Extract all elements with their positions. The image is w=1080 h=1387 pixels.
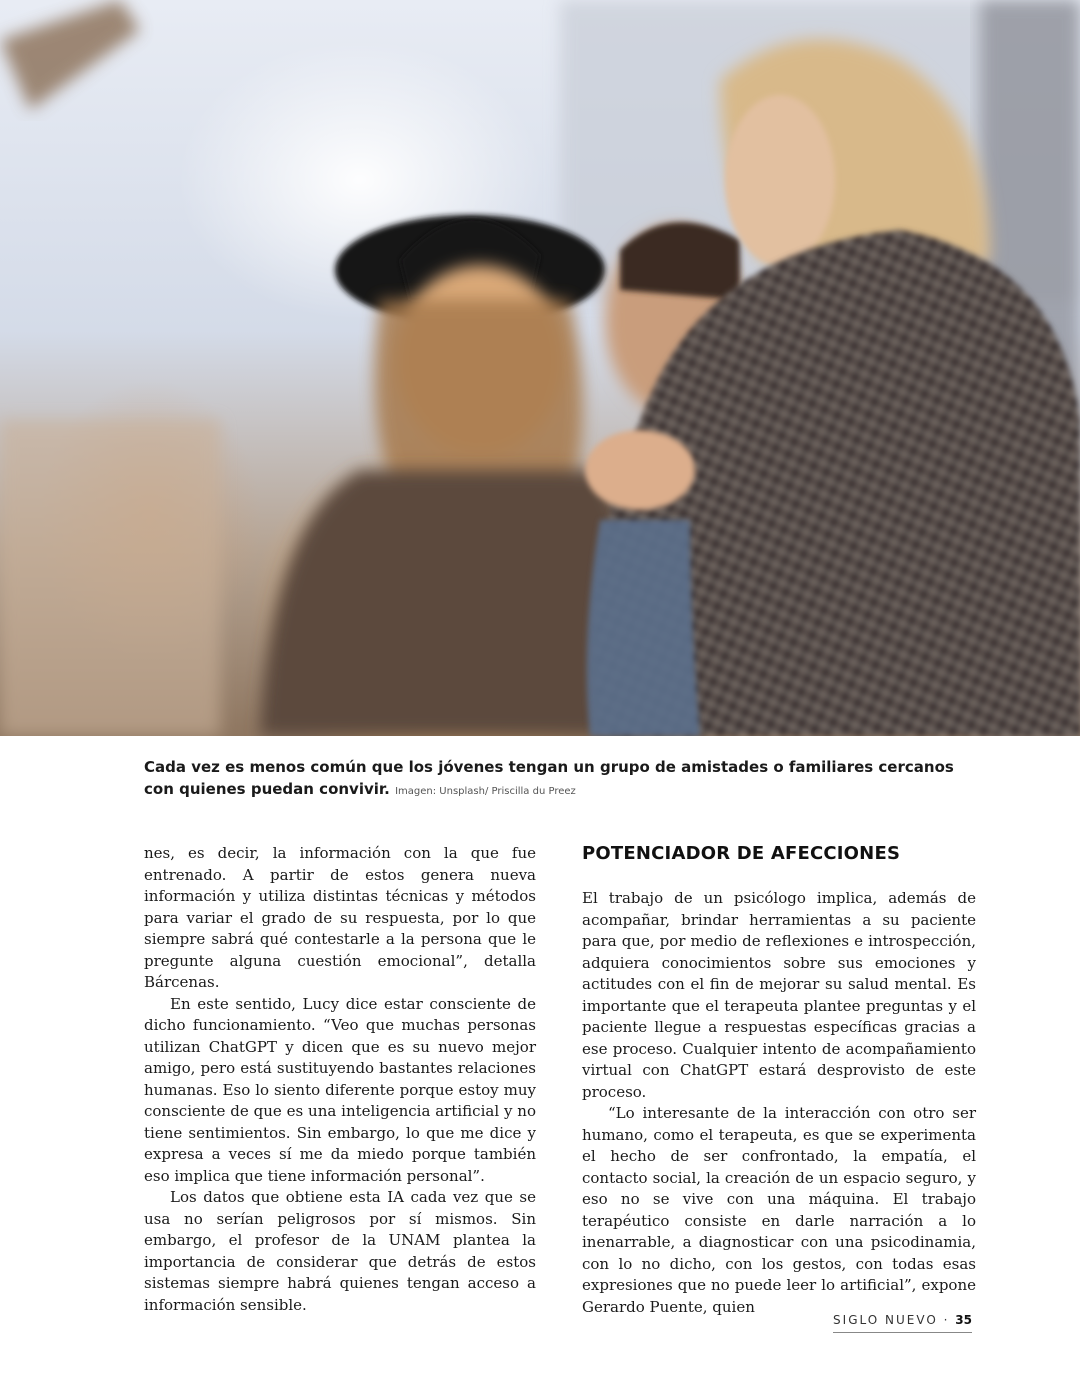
- paragraph: nes, es decir, la información con la que fue entrenado. A partir de estos genera nueva información y utiliza distintas técnicas y métodos para variar el grado de su respuesta, por lo que siempre sabrá qué contestarle a la persona que le pregunte alguna cuestión emocional”, detalla Bárcenas.: [144, 844, 536, 991]
- photo-credit: Imagen: Unsplash/ Priscilla du Preez: [395, 786, 576, 797]
- right-column: [582, 843, 976, 1318]
- page-footer: [833, 1313, 972, 1333]
- left-column: [144, 843, 536, 1316]
- paragraph: Los datos que obtiene esta IA cada vez que se usa no serían peligrosos por sí mismos. Sin embargo, el profesor de la UNAM plantea la importancia de considerar que detrás de estos sistemas siempre habrá quienes tengan acceso a información sensible.: [144, 1188, 536, 1314]
- paragraph: “Lo interesante de la interacción con otro ser humano, como el terapeuta, es que se experimenta el hecho de ser confrontado, la empatía, el contacto social, la creación de un espacio seguro, y eso no se vive con una máquina. El trabajo terapéutico consiste en darle narración a lo inenarrable, a diagnosticar con una psicodinamia, con lo no dicho, con los gestos, con todas esas expresiones que no puede leer lo artificial”, expone Gerardo Puente, quien: [582, 1104, 976, 1316]
- paragraph: En este sentido, Lucy dice estar consciente de dicho funcionamiento. “Veo que muchas personas utilizan ChatGPT y dicen que es su nuevo mejor amigo, pero está sustituyendo bastantes relaciones humanas. Eso lo siento diferente porque estoy muy consciente de que es una inteligencia artificial y no tiene sentimientos. Sin embargo, lo que me dice y expresa a veces sí me da miedo porque también eso implica que tiene información personal”.: [144, 994, 536, 1185]
- magazine-name: SIGLO NUEVO: [833, 1313, 938, 1327]
- caption-text: Cada vez es menos común que los jóvenes tengan un grupo de amistades o familiares cercanos con quienes puedan convivir.: [144, 758, 954, 798]
- footer-separator: ·: [943, 1313, 950, 1327]
- paragraph: El trabajo de un psicólogo implica, además de acompañar, brindar herramientas a su paciente para que, por medio de reflexiones e introspección, adquiera conocimientos sobre sus emociones y actitudes con el fin de mejorar su salud mental. Es importante que el terapeuta plantee preguntas y el paciente llegue a respuestas específicas gracias a ese proceso. Cualquier intento de acompañamiento virtual con ChatGPT estará desprovisto de este proceso.: [582, 889, 976, 1101]
- section-heading: POTENCIADOR DE AFECCIONES: [582, 843, 901, 864]
- page-number: 35: [955, 1313, 972, 1327]
- photo-caption: [144, 756, 964, 803]
